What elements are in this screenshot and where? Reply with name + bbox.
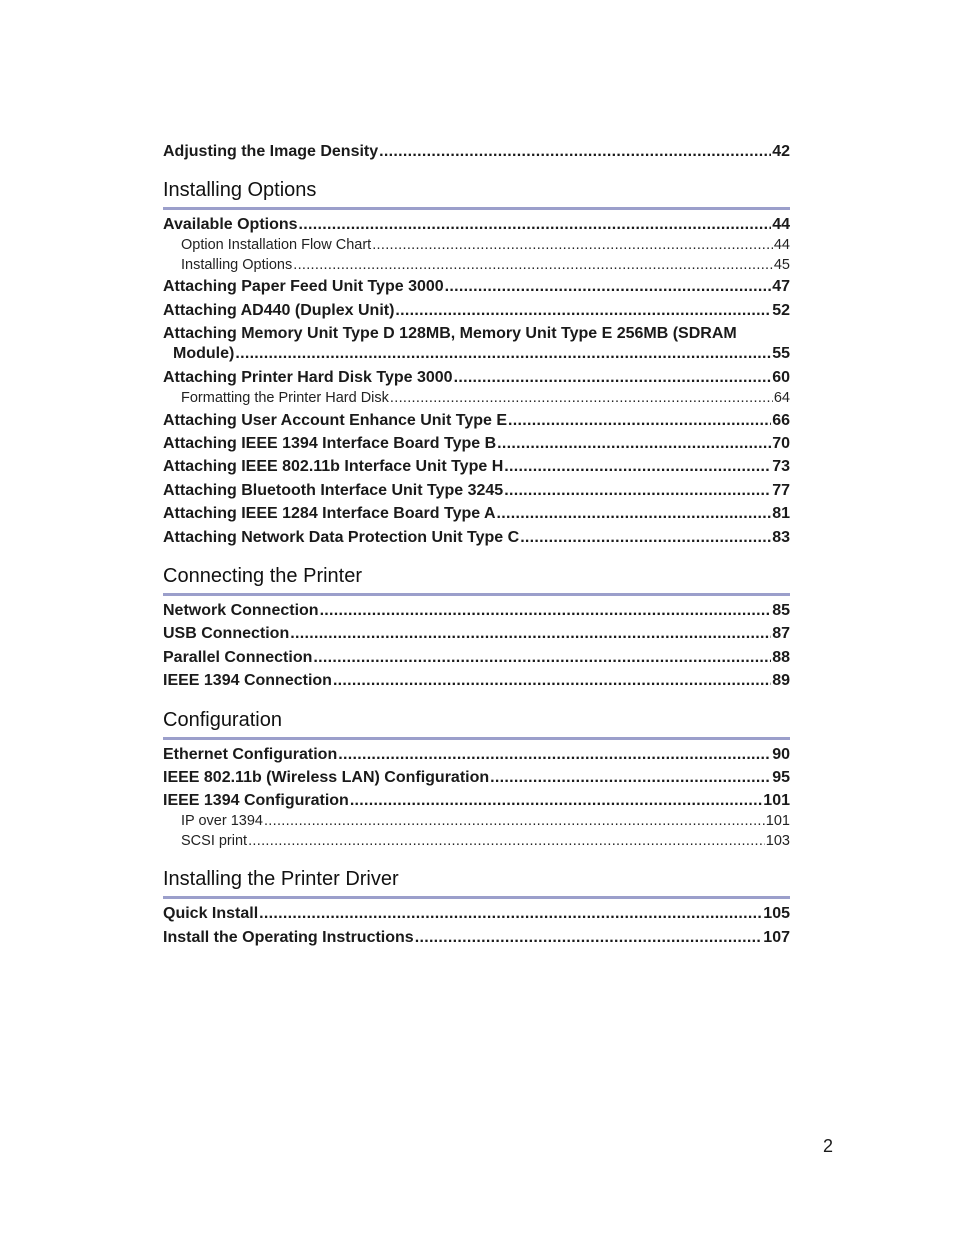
toc-entry-page: 85	[772, 602, 790, 619]
dot-leader	[235, 346, 771, 362]
toc-entry-title: Attaching AD440 (Duplex Unit)	[163, 302, 395, 319]
toc-entry-title: IEEE 1394 Connection	[163, 672, 332, 689]
dot-leader	[504, 459, 771, 475]
dot-leader	[248, 834, 765, 849]
toc-entry-page: 73	[772, 458, 790, 475]
toc-entry-page: 64	[773, 390, 790, 406]
toc-entry[interactable]	[163, 413, 790, 429]
toc-entry-title: Network Connection	[163, 602, 319, 619]
dot-leader	[454, 370, 772, 386]
toc-entry-page: 66	[772, 412, 790, 429]
toc-entry-page: 88	[772, 649, 790, 666]
toc-entry[interactable]	[163, 930, 790, 946]
toc-entry-title: Available Options	[163, 216, 298, 233]
section-title: Configuration	[163, 709, 282, 731]
dot-leader	[293, 258, 773, 273]
section-divider	[163, 737, 790, 740]
toc-entry[interactable]	[163, 906, 790, 922]
page-number: 2	[823, 1136, 834, 1156]
dot-leader	[520, 530, 771, 546]
toc-entry-page: 90	[772, 746, 790, 763]
dot-leader	[445, 279, 772, 295]
toc-entry-page: 47	[772, 278, 790, 295]
toc-entry-page: 81	[772, 505, 790, 522]
toc-entry-page: 45	[773, 257, 790, 273]
toc-entry-page: 60	[772, 369, 790, 386]
dot-leader	[497, 506, 772, 522]
toc-entry-title: SCSI print	[181, 833, 248, 849]
toc-entry-page: 52	[772, 302, 790, 319]
dot-leader	[379, 144, 771, 160]
toc-entry[interactable]	[163, 459, 790, 475]
toc-entry-page: 103	[765, 833, 790, 849]
dot-leader	[338, 747, 771, 763]
toc-entry-page: 77	[772, 482, 790, 499]
toc-entry-title: Attaching IEEE 802.11b Interface Unit Type H	[163, 458, 504, 475]
toc-subentry[interactable]	[163, 238, 790, 253]
toc-entry-wrapped-continuation[interactable]	[163, 346, 790, 362]
toc-entry-page: 44	[773, 237, 790, 253]
toc-entry-title: Installing Options	[181, 257, 293, 273]
toc-subentry[interactable]	[163, 391, 790, 406]
section-title: Installing Options	[163, 179, 317, 201]
dot-leader	[497, 436, 771, 452]
toc-entry-title: Attaching IEEE 1394 Interface Board Type B	[163, 435, 497, 452]
dot-leader	[390, 391, 773, 406]
toc-entry-title: Adjusting the Image Density	[163, 143, 379, 160]
dot-leader	[508, 413, 771, 429]
section-divider	[163, 207, 790, 210]
dot-leader	[313, 650, 771, 666]
toc-entry-page: 101	[763, 792, 790, 809]
dot-leader	[299, 217, 772, 233]
toc-entry[interactable]	[163, 279, 790, 295]
toc-entry[interactable]	[163, 530, 790, 546]
section-divider	[163, 593, 790, 596]
dot-leader	[320, 603, 772, 619]
toc-entry-title: Attaching Printer Hard Disk Type 3000	[163, 369, 453, 386]
toc-entry-title: Parallel Connection	[163, 649, 313, 666]
dot-leader	[333, 673, 771, 689]
toc-entry-title: Attaching Paper Feed Unit Type 3000	[163, 278, 444, 295]
dot-leader	[490, 770, 771, 786]
section-title: Connecting the Printer	[163, 565, 363, 587]
toc-subentry[interactable]	[163, 258, 790, 273]
dot-leader	[259, 906, 762, 922]
toc-entry[interactable]	[163, 793, 790, 809]
toc-entry-page: 105	[763, 905, 790, 922]
toc-entry-title: USB Connection	[163, 625, 290, 642]
toc-entry-title: Attaching Network Data Protection Unit Type C	[163, 529, 520, 546]
toc-entry-title: IEEE 1394 Configuration	[163, 792, 349, 809]
toc-entry-title: IP over 1394	[181, 813, 263, 829]
toc-entry-title: Quick Install	[163, 905, 259, 922]
toc-page	[163, 0, 790, 1235]
toc-entry[interactable]	[163, 650, 790, 666]
toc-entry[interactable]	[163, 747, 790, 763]
toc-subentry[interactable]	[163, 834, 790, 849]
toc-entry-title: Attaching User Account Enhance Unit Type E	[163, 412, 508, 429]
dot-leader	[415, 930, 763, 946]
toc-entry-page: 95	[772, 769, 790, 786]
toc-entry-page: 83	[772, 529, 790, 546]
toc-entry-title: IEEE 802.11b (Wireless LAN) Configuration	[163, 769, 490, 786]
toc-entry[interactable]	[163, 436, 790, 452]
toc-entry-page: 101	[765, 813, 790, 829]
toc-entry-page: 44	[772, 216, 790, 233]
toc-entry-title: Attaching IEEE 1284 Interface Board Type A	[163, 505, 496, 522]
toc-entry[interactable]	[163, 603, 790, 619]
section-heading-installing-options	[163, 180, 790, 200]
toc-entry-title: Formatting the Printer Hard Disk	[181, 390, 389, 406]
toc-entry-adjusting-image-density[interactable]	[163, 144, 790, 160]
toc-entry[interactable]	[163, 217, 790, 233]
toc-entry-title: Module)	[173, 345, 235, 362]
section-title: Installing the Printer Driver	[163, 868, 399, 890]
dot-leader	[290, 626, 771, 642]
toc-entry-page: 70	[772, 435, 790, 452]
toc-entry-page: 55	[772, 345, 790, 362]
toc-entry-wrapped-first-line[interactable]: Attaching Memory Unit Type D 128MB, Memory Unit Type E 256MB (SDRAM	[163, 325, 737, 342]
toc-entry[interactable]	[163, 626, 790, 642]
toc-entry-title: Install the Operating Instructions	[163, 929, 414, 946]
toc-subentry[interactable]	[163, 814, 790, 829]
toc-entry-page: 89	[772, 672, 790, 689]
toc-entry-page: 42	[772, 143, 790, 160]
toc-entry[interactable]	[163, 483, 790, 499]
dot-leader	[350, 793, 762, 809]
dot-leader	[372, 238, 773, 253]
dot-leader	[264, 814, 765, 829]
toc-entry-title: Attaching Bluetooth Interface Unit Type 3245	[163, 482, 504, 499]
section-heading-installing-printer-driver	[163, 869, 790, 889]
toc-entry-page: 87	[772, 625, 790, 642]
toc-entry-title: Option Installation Flow Chart	[181, 237, 372, 253]
section-divider	[163, 896, 790, 899]
section-heading-configuration	[163, 710, 790, 730]
toc-entry[interactable]	[163, 770, 790, 786]
section-heading-connecting-printer	[163, 566, 790, 586]
toc-entry[interactable]	[163, 506, 790, 522]
toc-entry-title: Ethernet Configuration	[163, 746, 338, 763]
toc-entry-page: 107	[763, 929, 790, 946]
toc-entry[interactable]	[163, 673, 790, 689]
toc-entry[interactable]	[163, 370, 790, 386]
dot-leader	[395, 303, 771, 319]
dot-leader	[504, 483, 771, 499]
toc-entry[interactable]	[163, 303, 790, 319]
